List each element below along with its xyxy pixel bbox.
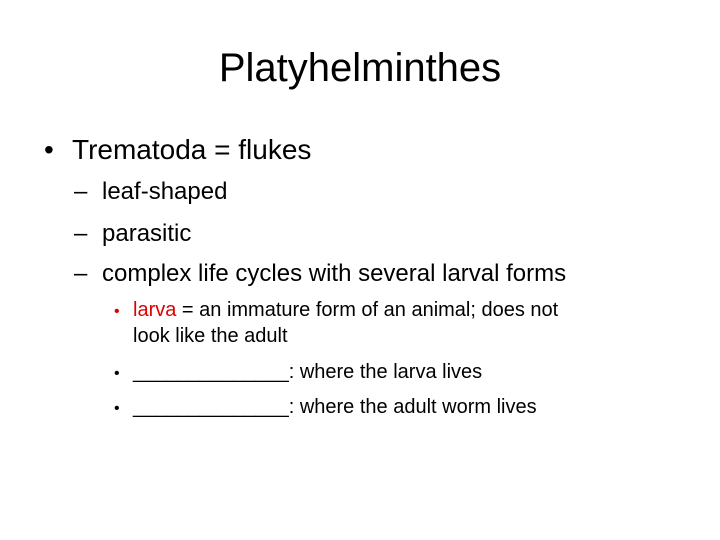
small-bullet-marker: • bbox=[114, 400, 120, 417]
dash-marker: – bbox=[74, 178, 88, 205]
small-bullet-marker: • bbox=[114, 303, 120, 320]
subsub-adult-host-blank: ______________: where the adult worm lives bbox=[133, 396, 537, 418]
subbullet-life-cycles: complex life cycles with several larval forms bbox=[102, 260, 567, 287]
bullet-trematoda: Trematoda = flukes bbox=[72, 134, 312, 165]
term-larva: larva bbox=[133, 299, 177, 321]
dash-marker: – bbox=[74, 260, 88, 287]
slide-title: Platyhelminthes bbox=[218, 46, 502, 90]
dash-marker: – bbox=[74, 220, 88, 247]
larva-definition-line2: look like the adult bbox=[133, 325, 288, 347]
subbullet-parasitic: parasitic bbox=[102, 220, 192, 247]
subbullet-leaf-shaped: leaf-shaped bbox=[102, 178, 228, 205]
subsub-larva-host-blank: ______________: where the larva lives bbox=[133, 361, 483, 383]
bullet-marker: • bbox=[44, 134, 54, 165]
subsub-larva-definition bbox=[133, 298, 558, 322]
larva-definition-line1: = an immature form of an animal; does not bbox=[176, 299, 559, 321]
small-bullet-marker: • bbox=[114, 365, 120, 382]
